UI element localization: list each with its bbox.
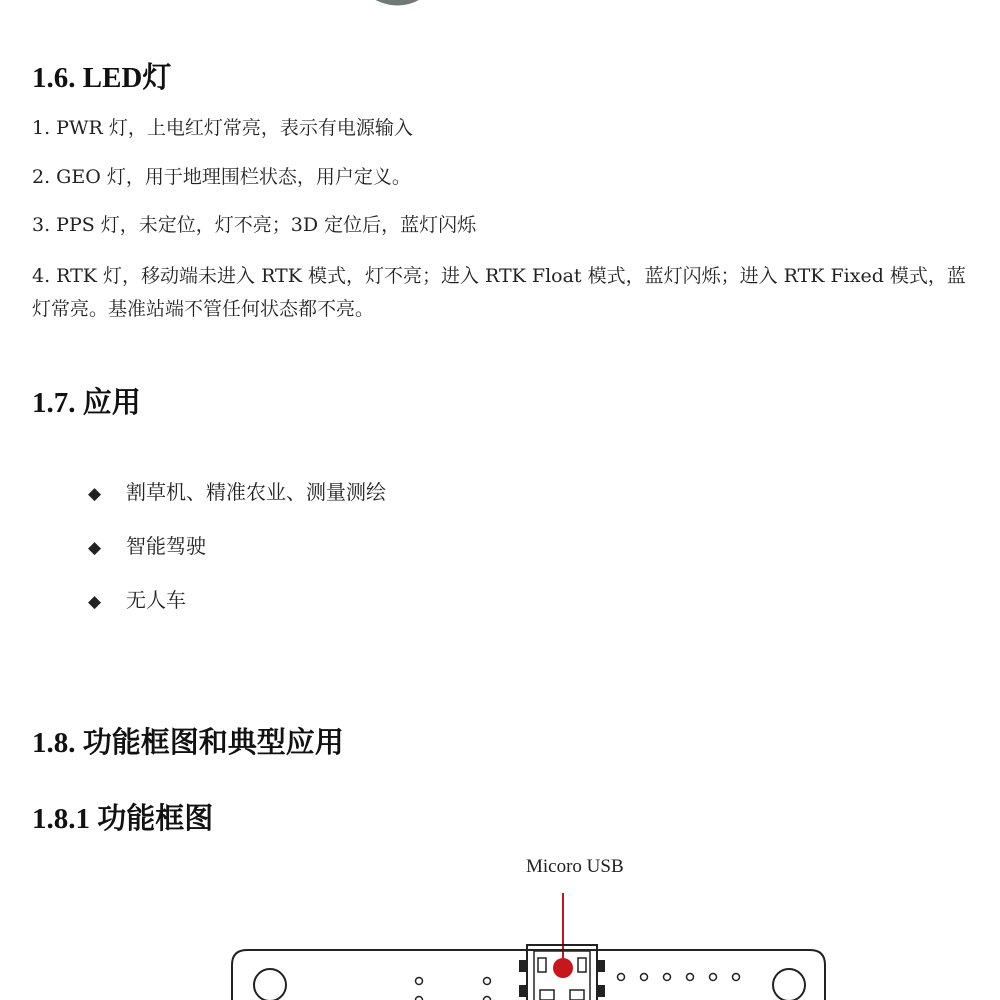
mounting-hole-right — [773, 969, 805, 1000]
pad — [687, 974, 694, 981]
application-item — [88, 584, 186, 613]
pad — [618, 974, 625, 981]
usb-label: Micoro USB — [526, 856, 624, 877]
pad — [484, 997, 491, 1000]
diamond-bullet-icon: ◆ — [88, 592, 102, 612]
led-item-pps: 3. PPS 灯，未定位，灯不亮；3D 定位后，蓝灯闪烁 — [32, 214, 477, 236]
function-block-diagram — [0, 850, 1000, 1000]
application-item — [88, 530, 206, 559]
pad — [733, 974, 740, 981]
application-item-label: 割草机、精准农业、测量测绘 — [126, 480, 386, 504]
mounting-hole-left — [254, 969, 286, 1000]
application-item-label: 无人车 — [126, 588, 186, 612]
pad — [416, 997, 423, 1000]
heading-application: 1.7. 应用 — [32, 387, 141, 419]
led-item-geo: 2. GEO 灯，用于地理围栏状态，用户定义。 — [32, 166, 411, 188]
heading-led: 1.6. LED灯 — [32, 62, 172, 94]
pad — [484, 978, 491, 985]
board-outline — [232, 950, 825, 1000]
pad — [641, 974, 648, 981]
top-decoration-shape — [340, 0, 460, 10]
led-item-pwr: 1. PWR 灯，上电红灯常亮，表示有电源输入 — [32, 117, 413, 139]
usb-marker — [553, 958, 573, 978]
subheading-function-diagram: 1.8.1 功能框图 — [32, 803, 214, 835]
application-item — [88, 476, 386, 505]
pad — [416, 978, 423, 985]
diamond-bullet-icon: ◆ — [88, 484, 102, 504]
led-item-rtk: 4. RTK 灯，移动端未进入 RTK 模式，灯不亮；进入 RTK Float 模式，蓝灯闪烁；进入 RTK Fixed 模式，蓝灯常亮。基准站端不管任何状态都不亮。 — [32, 265, 966, 320]
pad — [710, 974, 717, 981]
pad — [664, 974, 671, 981]
application-item-label: 智能驾驶 — [126, 534, 206, 558]
heading-block-diagram: 1.8. 功能框图和典型应用 — [32, 727, 344, 759]
diamond-bullet-icon: ◆ — [88, 538, 102, 558]
